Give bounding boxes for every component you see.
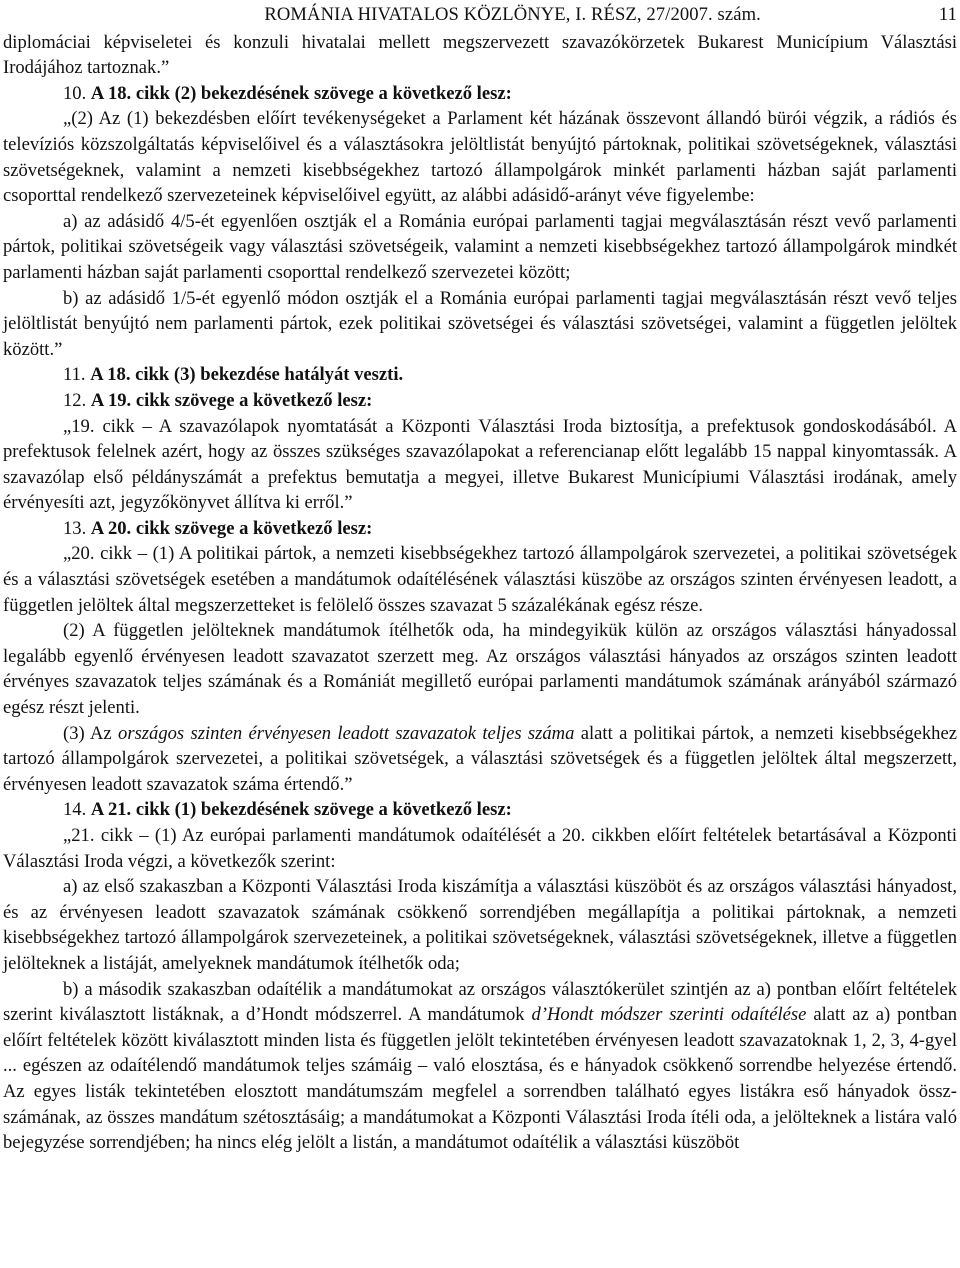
text-run: a) az első szakaszban a Központi Választási Iroda kiszámítja a választási küszöböt és az országos választási hányadost, és az érvényesen leadott szavazatok számának csökkenő sorrendjében megállapítja a politikai pártoknak, a nemzeti kisebbségekhez tartozó állampolgárok szervezeteinek, a politikai szövetségeknek, választási szövetségeknek, illetve a független jelölteknek a listáját, amelyeknek mandátumok ítélhetők oda; <box>3 876 957 974</box>
paragraph <box>3 516 957 542</box>
text-run: 12. <box>63 389 91 411</box>
bold-text: A 20. cikk szövege a következő lesz: <box>90 517 373 539</box>
text-run: b) a második szakaszban odaítélik a mandátumokat az országos választókerület szintjén az a) pontban előírt feltételek szerint kiválasztott listáknak, a d’Hondt módszerrel. A mandátumok <box>3 978 957 1026</box>
italic-text: d’Hondt módszer szerinti odaítélése <box>531 1004 807 1026</box>
text-run: (3) Az <box>63 722 119 744</box>
paragraph <box>3 721 957 798</box>
text-run: alatt az a) pontban előírt feltételek között kiválasztott minden lista és független jelölt tekintetében érvényesen leadott szavazatoknak 1, 2, 3, 4-gyel ... egészen az odaítélendő mandátumok teljes számáig – való elosztása, és e hányadok csökkenő sorrendbe helyezése értendő. Az egyes listák tekintetében elosztott mandátumszám megfelel a sorrendben található egyes listákra eső hányadok össz-számának, az összes mandátum szétosztásáig; a mandátumokat a Központi Választási Iroda ítéli oda, a jelölteknek a listára való bejegyzése sorrendjében; ha nincs elég jelölt a listán, a mandátumot odaítélik a választási küszöböt <box>3 1004 957 1154</box>
paragraph <box>3 81 957 107</box>
page-number: 11 <box>938 4 957 25</box>
bold-text: A 18. cikk (3) bekezdése hatályát veszti. <box>90 364 404 386</box>
paragraph <box>3 286 957 363</box>
document-page <box>3 2 957 1156</box>
text-run: „(2) Az (1) bekezdésben előírt tevékenységeket a Parlament két házának összevont állandó bürói végzik, a rádiós és televíziós közszolgáltatás képviselőivel és a választásokra jelöltlistát benyújtó pártoknak, politikai szövetségeknek, választási szövetségeknek, valamint a nemzeti kisebbségekhez tartozó állampolgárok minkét parlamenti házban saját parlamenti csoporttal rendelkező szervezeteinek képviselőivel együtt, az alábbi adásidő-arányt véve figyelembe: <box>3 108 957 207</box>
text-run: 10. <box>63 82 91 104</box>
italic-text: országos szinten érvényesen leadott szavazatok teljes száma <box>118 722 575 744</box>
text-run: (2) A független jelölteknek mandátumok ítélhetők oda, ha mindegyikük külön az országos választási hányadossal legalább egyenlő érvényesen leadott szavazatot szerzett meg. Az országos választási hányados az országos szinten leadott érvényes szavazatok teljes számának és a Romániát megillető európai parlamenti mandátumok számának arányából származó egész részt jelenti. <box>3 620 957 719</box>
text-run: 13. <box>63 517 91 539</box>
paragraph <box>3 874 957 976</box>
paragraph <box>3 977 957 1156</box>
bold-text: A 19. cikk szövege a következő lesz: <box>90 389 373 411</box>
text-run: „20. cikk – (1) A politikai pártok, a nemzeti kisebbségekhez tartozó állampolgárok szervezetei, a politikai szövetségek és a választási szövetségek esetében a mandátumok odaítélésének választási küszöbe az országos szinten érvényesen leadott, a független jelöltek által megszerzetteket is felölelő összes szavazat 5 százalékának egész része. <box>3 543 957 616</box>
text-run: b) az adásidő 1/5-ét egyenlő módon osztják el a Románia európai parlamenti tagjai megválasztásán részt vevő teljes jelöltlistát benyújtó nem parlamenti pártok, ezek politikai szövetségei és választási szövetségei, valamint a független jelöltek között.” <box>3 287 957 360</box>
text-run: diplomáciai képviseletei és konzuli hivatalai mellett megszervezett szavazókörzetek Bukarest Municípium Választási Irodájához tartoznak.” <box>3 31 957 79</box>
text-run: „19. cikk – A szavazólapok nyomtatását a Központi Választási Iroda biztosítja, a prefektusok gondoskodásából. A prefektusok felelnek azért, hogy az összes szükséges szavazólapokat a referencianap előtt legalább 15 nappal kinyomtassák. A szavazólap első példányszámát a prefektus bemutatja a megyei, illetve Bukarest Municípiumi Választási irodának, amely érvényesíti azt, jegyzőkönyvet állítva ki erről.” <box>3 415 957 514</box>
journal-title: ROMÁNIA HIVATALOS KÖZLÖNYE, I. RÉSZ, 27/2007. szám. <box>264 4 761 25</box>
text-run: 14. <box>63 799 91 821</box>
paragraph <box>3 106 957 208</box>
paragraph <box>3 414 957 516</box>
paragraph <box>3 797 957 823</box>
paragraph <box>3 209 957 286</box>
paragraph <box>3 362 957 388</box>
bold-text: A 18. cikk (2) bekezdésének szövege a következő lesz: <box>90 82 512 104</box>
text-run: alatt a politikai pártok, a nemzeti kisebbségekhez tartozó állampolgárok szervezetei, a politikai szövetségek, a választási szövetségek és a független jelöltek által megszerzett, érvényesen leadott szavazatok száma értendő.” <box>3 722 957 795</box>
paragraph <box>3 618 957 720</box>
paragraph <box>3 541 957 618</box>
text-run: 11. <box>63 364 91 386</box>
paragraph <box>3 823 957 874</box>
document-body <box>3 30 957 1156</box>
paragraph <box>3 388 957 414</box>
paragraph <box>3 30 957 81</box>
bold-text: A 21. cikk (1) bekezdésének szövege a következő lesz: <box>90 799 512 821</box>
text-run: „21. cikk – (1) Az európai parlamenti mandátumok odaítélését a 20. cikkben előírt feltételek betartásával a Központi Választási Iroda végzi, a következők szerint: <box>3 825 957 872</box>
page-header <box>3 2 957 28</box>
text-run: a) az adásidő 4/5-ét egyenlően osztják el a Románia európai parlamenti tagjai megválasztásán részt vevő parlamenti pártok, politikai szövetségeik vagy választási szövetségeik, valamint a nemzeti kisebbségekhez tartozó állampolgárok mindkét parlamenti házban saját parlamenti csoporttal rendelkező szervezetei között; <box>3 210 957 283</box>
